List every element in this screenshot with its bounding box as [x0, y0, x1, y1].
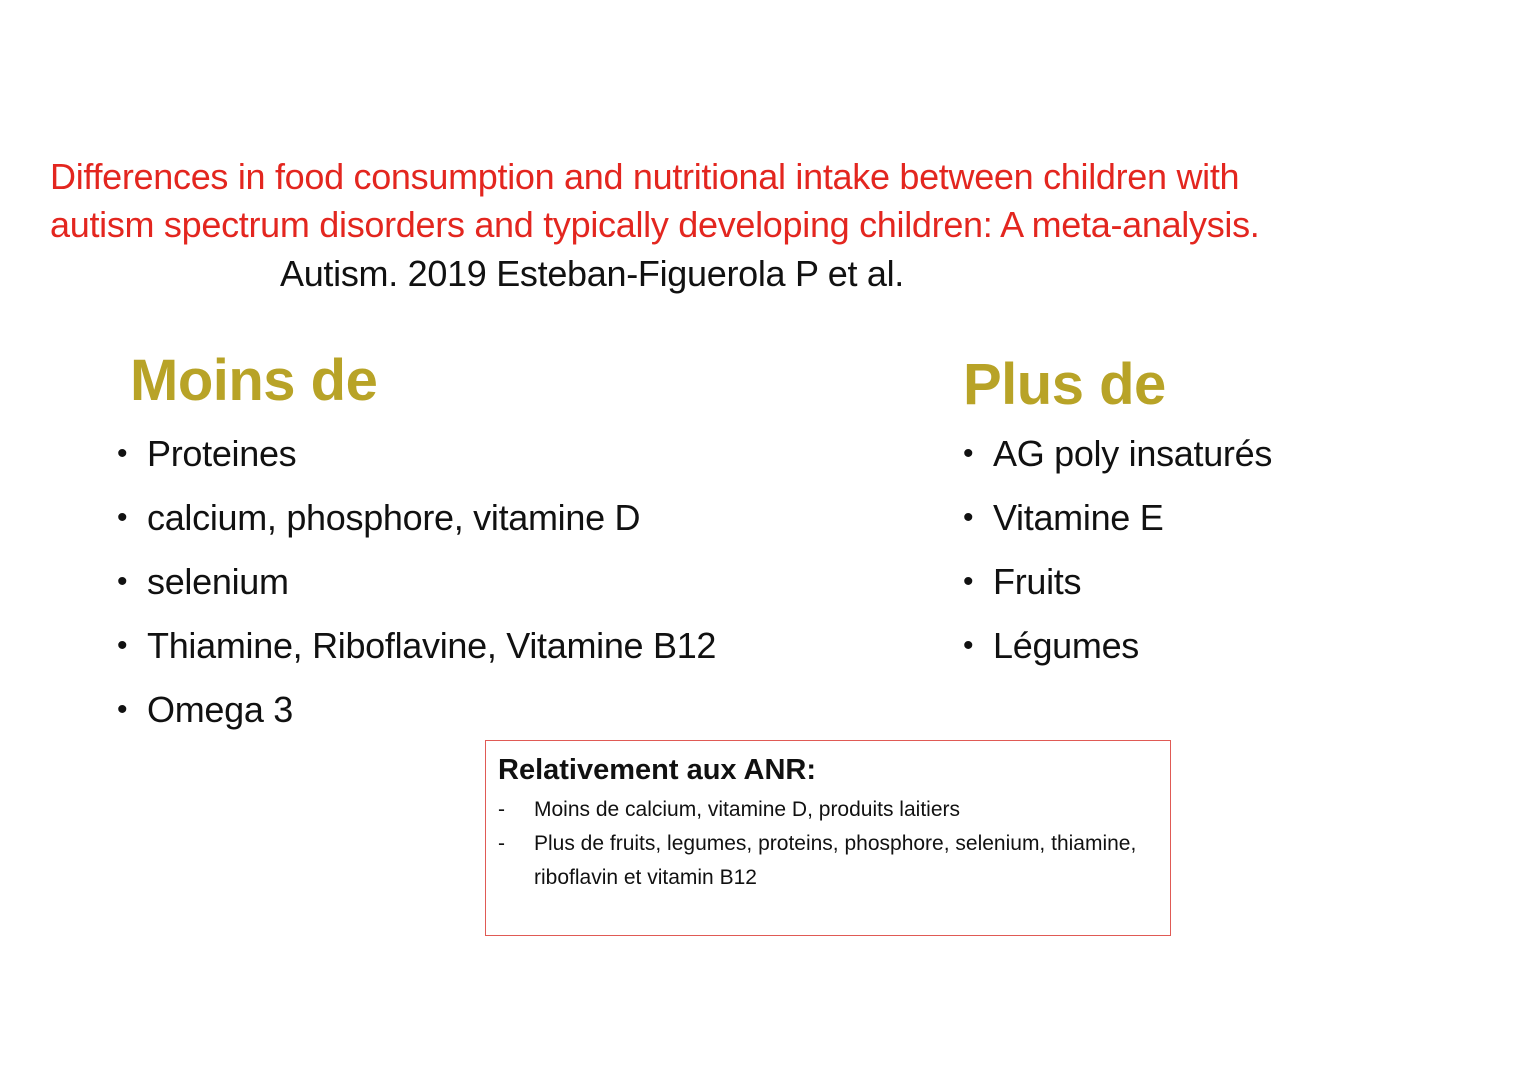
list-item	[963, 430, 1483, 478]
plus-de-heading: Plus de	[963, 352, 1166, 417]
list-item-text: calcium, phosphore, vitamine D	[147, 497, 641, 538]
list-item	[498, 827, 1148, 895]
plus-de-list	[963, 430, 1483, 686]
list-item	[117, 430, 757, 478]
dash-icon: -	[498, 832, 505, 855]
list-item	[498, 793, 1148, 827]
list-item	[963, 622, 1483, 670]
anr-note-box	[485, 740, 1171, 936]
anr-item-text: Moins de calcium, vitamine D, produits laitiers	[534, 798, 960, 821]
list-item	[963, 558, 1483, 606]
list-item-text: Légumes	[993, 625, 1139, 666]
article-title-line-1: Differences in food consumption and nutritional intake between children with	[50, 156, 1240, 197]
list-item-text: Omega 3	[147, 689, 293, 730]
list-item-text: selenium	[147, 561, 289, 602]
list-item-text: AG poly insaturés	[993, 433, 1273, 474]
list-item-text: Fruits	[993, 561, 1082, 602]
list-item-text: Thiamine, Riboflavine, Vitamine B12	[147, 625, 717, 666]
bullet-icon: •	[117, 501, 128, 534]
bullet-icon: •	[963, 437, 974, 470]
list-item-text: Proteines	[147, 433, 297, 474]
list-item	[117, 558, 757, 606]
anr-list	[498, 793, 1148, 895]
list-item-text: Vitamine E	[993, 497, 1164, 538]
anr-heading: Relativement aux ANR:	[498, 754, 817, 786]
moins-de-list	[117, 430, 757, 750]
citation: Autism. 2019 Esteban-Figuerola P et al.	[280, 253, 904, 294]
bullet-icon: •	[117, 629, 128, 662]
bullet-icon: •	[963, 565, 974, 598]
article-title-line-2: autism spectrum disorders and typically developing children: A meta-analysis.	[50, 204, 1260, 245]
anr-item-text: Plus de fruits, legumes, proteins, phosphore, selenium, thiamine, riboflavin et vitamin B12	[534, 832, 1137, 889]
list-item	[117, 686, 757, 734]
bullet-icon: •	[117, 437, 128, 470]
list-item	[117, 494, 757, 542]
bullet-icon: •	[117, 693, 128, 726]
list-item	[963, 494, 1483, 542]
moins-de-heading: Moins de	[130, 348, 378, 413]
bullet-icon: •	[963, 501, 974, 534]
dash-icon: -	[498, 798, 505, 821]
bullet-icon: •	[963, 629, 974, 662]
list-item	[117, 622, 757, 670]
bullet-icon: •	[117, 565, 128, 598]
